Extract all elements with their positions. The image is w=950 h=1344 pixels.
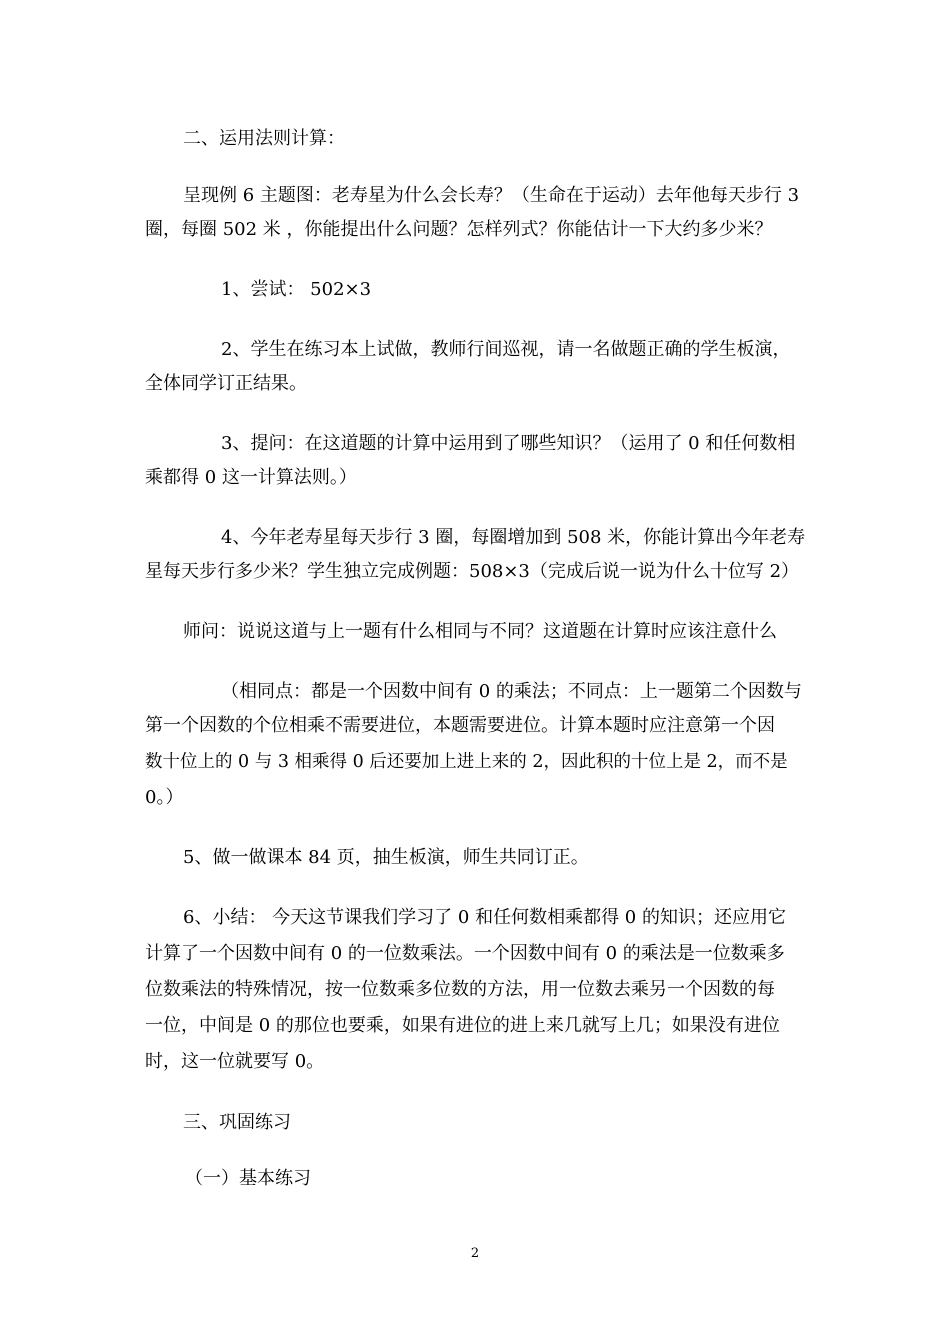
section-heading-3: 三、巩固练习 [183, 1112, 291, 1133]
step-3-line-1: 3、提问：在这道题的计算中运用到了哪些知识？（运用了 0 和任何数相 [221, 433, 796, 454]
answer-line-1: （相同点：都是一个因数中间有 0 的乘法；不同点：上一题第二个因数与 [221, 681, 802, 702]
teacher-question: 师问：说说这道与上一题有什么相同与不同？这道题在计算时应该注意什么 [183, 621, 777, 642]
page-number: 2 [470, 1246, 480, 1261]
subheading-basic-practice: （一）基本练习 [185, 1168, 311, 1189]
answer-line-2: 第一个因数的个位相乘不需要进位，本题需要进位。计算本题时应注意第一个因 [145, 715, 775, 736]
paragraph-example-intro-line-2: 圈，每圈 502 米 ，你能提出什么问题？怎样列式？你能估计一下大约多少米？ [145, 219, 773, 240]
answer-line-3: 数十位上的 0 与 3 相乘得 0 后还要加上进上来的 2，因此积的十位上是 2，而不是 [145, 752, 788, 772]
step-6-line-1: 6、小结： 今天这节课我们学习了 0 和任何数相乘都得 0 的知识；还应用它 [183, 907, 786, 928]
step-4-line-1: 4、今年老寿星每天步行 3 圈，每圈增加到 508 米，你能计算出今年老寿 [221, 527, 806, 548]
step-1-attempt: 1、尝试： 502×3 [221, 279, 372, 300]
step-6-line-3: 位数乘法的特殊情况，按一位数乘多位数的方法，用一位数去乘另一个因数的每 [145, 979, 775, 1000]
step-3-line-2: 乘都得 0 这一计算法则。） [145, 467, 357, 488]
step-2-line-1: 2、学生在练习本上试做，教师行间巡视，请一名做题正确的学生板演， [221, 339, 791, 360]
section-heading-2: 二、运用法则计算： [183, 128, 345, 149]
paragraph-example-intro-line-1: 呈现例 6 主题图：老寿星为什么会长寿？（生命在于运动）去年他每天步行 3 [183, 185, 800, 206]
step-4-line-2: 星每天步行多少米？学生独立完成例题：508×3（完成后说一说为什么十位写 2） [145, 561, 800, 582]
step-6-line-5: 时，这一位就要写 0。 [145, 1051, 325, 1072]
step-6-line-4: 一位，中间是 0 的那位也要乘，如果有进位的进上来几就写上几；如果没有进位 [145, 1015, 780, 1036]
step-6-line-2: 计算了一个因数中间有 0 的一位数乘法。一个因数中间有 0 的乘法是一位数乘多 [145, 943, 785, 964]
step-5: 5、做一做课本 84 页，抽生板演，师生共同订正。 [183, 847, 589, 868]
answer-line-4: 0。） [145, 787, 184, 808]
step-2-line-2: 全体同学订正结果。 [145, 373, 307, 394]
